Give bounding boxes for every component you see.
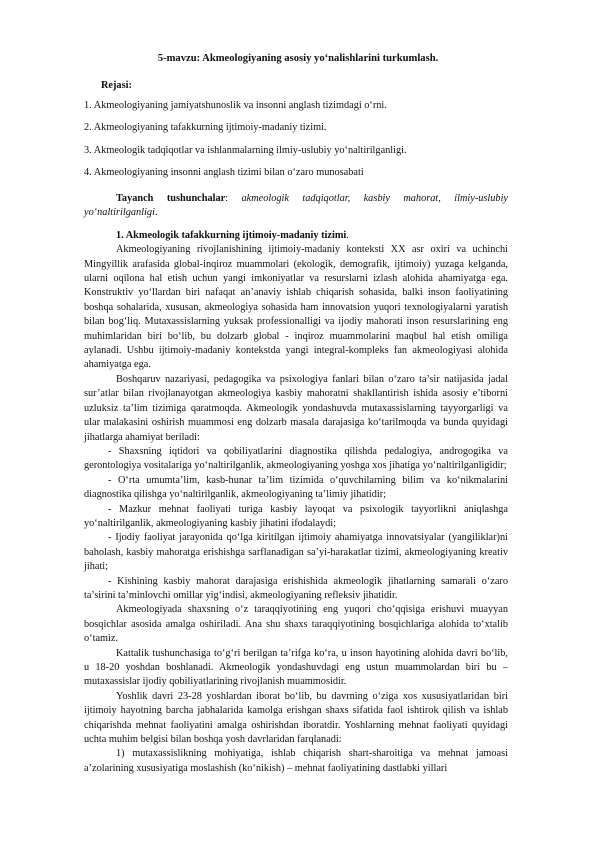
key-concepts-label: Tayanch tushunchalar bbox=[116, 193, 226, 204]
paragraph: Kattalik tushunchasiga to‘g‘ri berilgan ta’rifga ko‘ra, u inson hayotining alohida davri bo‘lib, u 18-20 yoshdan boshlanadi. Akmeologik yondashuvdagi eng ustun muammolardan biri bu – mutaxassislar ijodiy qobiliyatlarining rivojlanish muammosidir. bbox=[84, 647, 508, 688]
paragraph: Boshqaruv nazariyasi, pedagogika va psixologiya fanlari bilan o‘zaro ta’sir natijasida jadal sur’atlar bilan rivojlanayotgan akmeologiya kasbiy mahoratni shakllantirish ishida asosiy e’tiborni uzluksiz ta’lim tizimiga qaratmoqda. Akmeologik yondashuvda mutaxassislarning tayyorgarligi va ular malakasini oshirish muammosi eng dolzarb masala darajasiga ko‘tarilmoqda va bunda quyidagi jihatlarga ahamiyat beriladi: bbox=[84, 373, 508, 443]
section-heading-end: . bbox=[346, 229, 349, 241]
plan-heading: Rejasi: bbox=[101, 80, 132, 91]
section-heading-text: 1. Akmeologik tafakkurning ijtimoiy-madaniy tizimi bbox=[116, 229, 347, 241]
page-title: 5-mavzu: Akmeologiyaning asosiy yo‘nalishlarini turkumlash. bbox=[157, 53, 439, 64]
plan-item: 4. Akmeologiyaning insonni anglash tizimi bilan o‘zaro munosabati bbox=[84, 167, 364, 178]
dash-item: - Kishining kasbiy mahorat darajasiga erishishida akmeologik jihatlarning samarali o‘zaro ta’sirini ta’minlovchi omillar yig‘indisi, akmeologiyaning refleksiv jihatidir. bbox=[84, 575, 508, 601]
key-concepts bbox=[84, 192, 508, 221]
document-body bbox=[84, 192, 508, 776]
key-concepts-colon: : bbox=[225, 193, 242, 204]
paragraph: Akmeologiyaning rivojlanishining ijtimoiy-madaniy konteksti XX asr oxiri va uchinchi Mingyillik arafasida global-inqiroz muammolari (ekologik, demografik, ijtimoiy) yuzaga kelganda, ularni oqilona hal etish uchun yangi imkoniyatlar va resurslarni izlash alohida ahamiyatga ega. Konstruktiv yo‘llardan biri nafaqat an’anaviy ishlab chiqarish sohasida, balki inson faoliyatining boshqa sohalarida, xususan, akmeologiya sohasida ham innovatsion yuqori texnologiyalarni yaratish bilan bog‘liq. Mutaxassislarning yuksak professionalligi va ijodiy mahorati inson resurslarining eng muhimlaridan biri bo‘lib, bu dolzarb global - inqiroz muammolarini maqbul hal etish omiliga aylanadi. Ushbu ijtimoiy-madaniy kontekstda yangi integral-kompleks fan akmeologiyasi alohida ahamiyatga ega. bbox=[84, 244, 508, 371]
dash-item: - Shaxsning iqtidori va qobiliyatlarini diagnostika qilishda pedalogiya, androgogika va gerontologiya vositalariga yo‘naltirilganlik, akmeologiyaning yoshga xos jihatiga yo‘naltirilganligidir; bbox=[84, 445, 508, 472]
paragraph: 1) mutaxassislikning mohiyatiga, ishlab chiqarish shart-sharoitiga va mehnat jamoasi a’zolarining xususiyatiga moslashish (ko‘nikish) – mehnat faoliyatining dastlabki yillari bbox=[84, 748, 508, 774]
dash-item: - O‘rta umumta’lim, kasb-hunar ta’lim tizimida o‘quvchilarning bilim va ko‘nikmalarini diagnostika qilishga yo‘naltirilganlik, akmeologiyaning ta’limiy jihatidir; bbox=[84, 474, 508, 501]
plan-item: 2. Akmeologiyaning tafakkurning ijtimoiy-madaniy tizimi. bbox=[84, 122, 327, 133]
paragraph: Yoshlik davri 23-28 yoshlardan iborat bo‘lib, bu davrning o‘ziga xos xususiyatlaridan biri ijtimoiy hayotning barcha jabhalarida kamolga erishgan shaxs sifatida faol ishtirok qilish va ishlab chiqarishda mehnat faoliyatini amalga oshirishdan iboratdir. Yoshlarning mehnat faoliyati quyidagi uchta muhim belgisi bilan boshqa yosh davrlaridan farqlanadi: bbox=[84, 690, 508, 746]
paragraph: Akmeologiyada shaxsning o‘z taraqqiyotining eng yuqori cho‘qqisiga erishuvi muayyan bosqichlar asosida amalga oshiriladi. Ana shu shaxs taraqqiyotining bosqichlariga alohida to‘xtalib o‘tamiz. bbox=[84, 604, 508, 645]
key-concepts-end: . bbox=[154, 207, 158, 219]
plan-item: 1. Akmeologiyaning jamiyatshunoslik va insonni anglash tizimdagi o‘rni. bbox=[84, 100, 387, 111]
plan-item: 3. Akmeologik tadqiqotlar va ishlanmalarning ilmiy-uslubiy yo‘naltirilganligi. bbox=[84, 145, 407, 156]
key-concepts-terms: akmeologik tadqiqotlar, kasbiy mahorat, ilmiy-uslubiy yo‘naltirilganligi bbox=[84, 193, 508, 219]
section-heading bbox=[84, 229, 508, 243]
dash-item: - Ijodiy faoliyat jarayonida qo‘lga kiritilgan ijtimoiy ahamiyatga innovatsiyalar (yangiliklar)ni baholash, kasbiy mahoratga erishishga sarflanadigan sa’yi-harakatlar tizimi, akmeologiyaning kreativ jihati; bbox=[84, 532, 508, 573]
dash-item: - Mazkur mehnat faoliyati turiga kasbiy layoqat va psixologik tayyorlikni aniqlashga yo‘naltirilganlik, akmeologiyaning kasbiy jihatini ifodalaydi; bbox=[84, 503, 508, 529]
